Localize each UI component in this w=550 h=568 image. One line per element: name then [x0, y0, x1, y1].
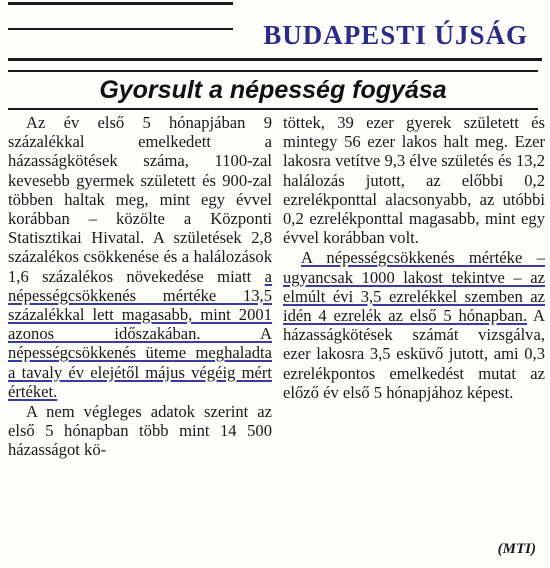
- source-credit: (MTI): [497, 541, 536, 557]
- underlined-passage-1: a népességcsökkenés mértéke 13,5 százalékkal lett magasabb, mint 2001 azonos időszakában. A népességcsökkenés üteme meghaladta a tavaly év elejétől május végéig mért értéket.: [8, 266, 272, 401]
- headline: Gyorsult a népesség fogyása: [99, 75, 447, 104]
- masthead: [0, 0, 550, 70]
- paragraph-3-text: A házasságkötések számát vizsgálva, ezer lakosra 3,5 esküvő jutott, ami 0,3 ezrelékpontos emelkedést mutat az előző év első 5 hónapjához képest.: [283, 306, 545, 402]
- masthead-rule-middle: [8, 28, 233, 30]
- underlined-passage-2: A népességcsökkenés mértéke – ugyancsak 1000 lakost tekintve – az elmúlt évi 3,5 ezrelékkel szemben az idén 4 ezrelék az első 5 hónapban.: [283, 248, 545, 326]
- article-column-right: [283, 113, 545, 402]
- headline-box: [8, 70, 538, 110]
- paragraph-1: [8, 113, 272, 401]
- paragraph-2-continued: töttek, 39 ezer gyerek született és mintegy 56 ezer lakos halt meg. Ezer lakosra vetítve 9,3 élve születés és 13,2 halálozás jutott, az előbbi 0,2 ezrelékponttal alacsonyabb, az utóbbi 0,2 ezrelékponttal magasabb, mint egy évvel korábban volt.: [283, 113, 545, 248]
- paragraph-3: [283, 248, 545, 402]
- masthead-rule-top: [8, 2, 233, 5]
- article-column-left: [8, 113, 272, 460]
- masthead-rule-bottom: [8, 58, 542, 61]
- paragraph-1-text: Az év első 5 hónapjában 9 százalékkal emelkedett a házasságkötések száma, 1100-zal kevesebb gyermek született és 900-zal többen haltak meg, mint egy évvel korábban – közölte a Központi Statisztikai Hivatal. A születések 2,8 százalékos csökkenése és a halálozások 1,6 százalékos növekedése miatt: [8, 113, 272, 286]
- publication-name: BUDAPESTI ÚJSÁG: [263, 20, 528, 50]
- paragraph-2: A nem végleges adatok szerint az első 5 hónapban több mint 14 500 házasságot kö-: [8, 402, 272, 460]
